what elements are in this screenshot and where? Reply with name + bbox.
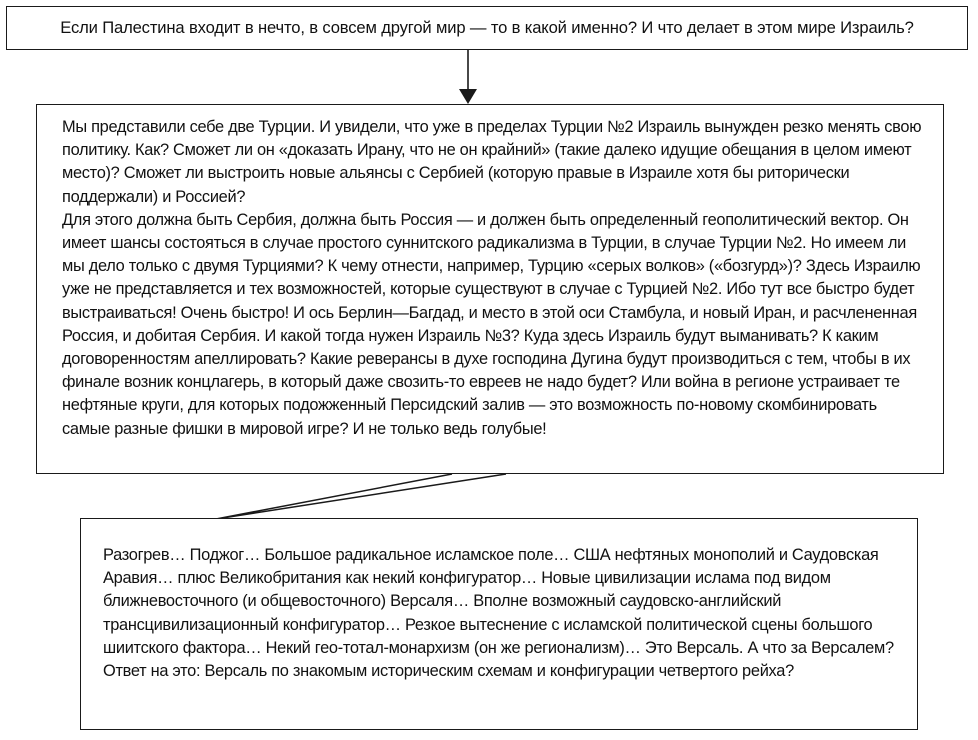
question-text: Если Палестина входит в нечто, в совсем другой мир — то в какой именно? И что делает в этом мире Израиль? [60, 18, 914, 37]
arrow-head [459, 89, 477, 104]
scenario-callout-box [80, 518, 918, 730]
callout-pointer [216, 474, 506, 519]
commentary-paragraph-2: Для этого должна быть Сербия, должна быть Россия — и должен быть определенный геополитический вектор. Он имеет шансы состояться в случае простого суннитского радикализма в Турции, в случае Турции №2. Но имеем ли мы дело только с двумя Турциями? К чему отнести, например, Турцию «серых волков» («бозгурд»)? Здесь Израилю уже не представляется и тех возможностей, которые существуют в случае с Турцией №2. Ибо тут все быстро будет выстраиваться! Очень быстро! И ось Берлин—Багдад, и место в этой оси Стамбула, и новый Иран, и расчлененная Россия, и добитая Сербия. И какой тогда нужен Израиль №3? Куда здесь Израиль будут выманивать? К каким договоренностям апеллировать? Какие реверансы в духе господина Дугина будут производиться с тем, чтобы в их финале возник концлагерь, в который даже свозить-то евреев не надо будет? Или война в регионе устраивает те нефтяные круги, для которых подожженный Персидский залив — это возможность по-новому скомбинировать самые разные фишки в мировой игре? И не только ведь голубые! [62, 210, 921, 438]
commentary-paragraph-1: Мы представили себе две Турции. И увидели, что уже в пределах Турции №2 Израиль вынужден резко менять свою политику. Как? Сможет ли он «доказать Ирану, что не он крайний» (такие далеко идущие обещания в целом имеют место)? Сможет ли выстроить новые альянсы с Сербией (которую правые в Израиле хотя бы риторически поддержали) и Россией? [62, 118, 922, 206]
scenario-text: Разогрев… Поджог… Большое радикальное исламское поле… США нефтяных монополий и Саудовская Аравия… плюс Великобритания как некий конфигуратор… Новые цивилизации ислама под видом ближневосточного (и общевосточного) Версаля… Вполне возможный саудовско-английский трансцивилизационный конфигуратор… Резкое вытеснение с исламской политической сцены большого шиитского фактора… Некий гео-тотал-монархизм (он же регионализм)… Это Версаль. А что за Версалем? Ответ на это: Версаль по знакомым историческим схемам и конфигурации четвертого рейха? [103, 546, 894, 681]
commentary-box [36, 104, 944, 474]
question-box [6, 6, 968, 50]
